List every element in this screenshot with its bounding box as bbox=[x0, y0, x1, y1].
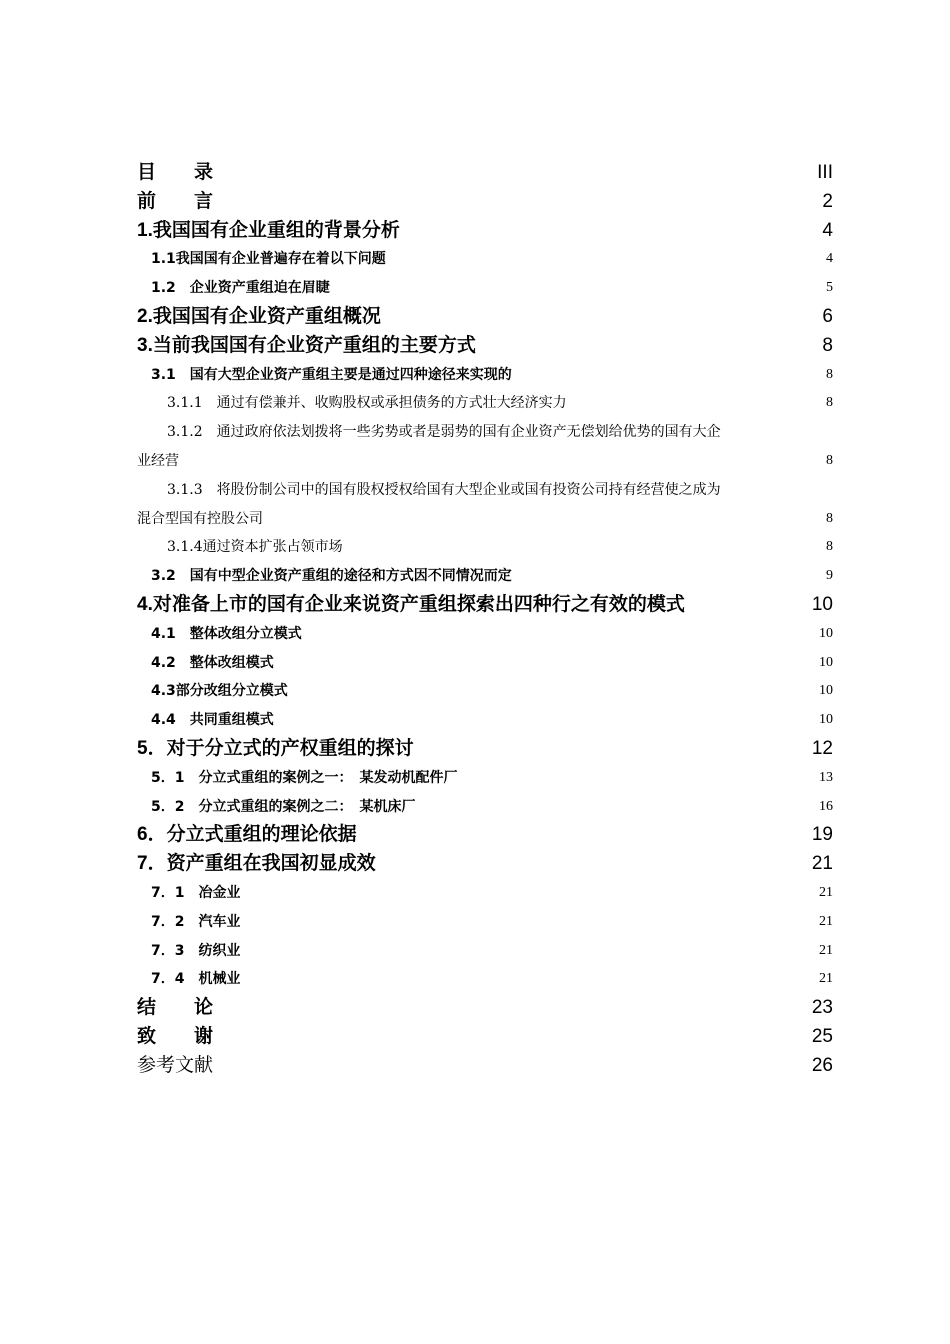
toc-entry-section-3-1[interactable] bbox=[137, 361, 833, 390]
toc-page-number: 10 bbox=[819, 654, 833, 670]
toc-entry-subsection-3-1-4[interactable] bbox=[137, 533, 833, 562]
toc-page-number: III bbox=[817, 162, 833, 183]
toc-entry-preface[interactable] bbox=[137, 188, 833, 217]
toc-page-number: 19 bbox=[811, 824, 833, 846]
toc-entry-title-continued: 混合型国有控股公司 bbox=[137, 510, 263, 527]
toc-entry-conclusion[interactable] bbox=[137, 994, 833, 1023]
toc-entry-title: 6．分立式重组的理论依据 bbox=[137, 824, 357, 846]
toc-page-number: 8 bbox=[826, 366, 833, 382]
toc-page-number: 9 bbox=[826, 568, 833, 584]
toc-entry-section-1-2[interactable] bbox=[137, 274, 833, 303]
toc-entry-title: 3.1.2 通过政府依法划拨将一些劣势或者是弱势的国有企业资产无偿划给优势的国有大企 bbox=[167, 424, 721, 441]
toc-entry-title: 4.对准备上市的国有企业来说资产重组探索出四种行之有效的模式 bbox=[137, 593, 685, 615]
toc-entry-chapter-4[interactable] bbox=[137, 591, 833, 620]
toc-entry-section-7-1[interactable] bbox=[137, 879, 833, 908]
toc-page-number: 21 bbox=[819, 971, 833, 987]
toc-page-number: 16 bbox=[819, 798, 833, 814]
toc-page-number: 25 bbox=[811, 1025, 833, 1047]
toc-entry-title: 3.1 国有大型企业资产重组主要是通过四种途径来实现的 bbox=[151, 366, 512, 383]
toc-entry-title: 3.当前我国国有企业资产重组的主要方式 bbox=[137, 334, 476, 356]
toc-entry-title: 前 言 bbox=[137, 190, 214, 212]
toc-entry-references[interactable] bbox=[137, 1052, 833, 1081]
toc-entry-title: 1.我国国有企业重组的背景分析 bbox=[137, 219, 400, 241]
toc-entry-section-1-1[interactable] bbox=[137, 245, 833, 274]
toc-entry-section-3-2[interactable] bbox=[137, 562, 833, 591]
toc-entry-title: 致 谢 bbox=[137, 1025, 214, 1047]
toc-page-number: 10 bbox=[819, 712, 833, 728]
toc-entry-section-4-1[interactable] bbox=[137, 620, 833, 649]
toc-entry-acknowledgements[interactable] bbox=[137, 1023, 833, 1052]
toc-page-number: 8 bbox=[822, 334, 833, 356]
toc-page-number: 2 bbox=[822, 190, 833, 212]
toc-entry-title-continued: 业经营 bbox=[137, 452, 179, 469]
toc-entry-title: 4.1 整体改组分立模式 bbox=[151, 625, 302, 642]
toc-page-number: 6 bbox=[822, 305, 833, 327]
toc-entry-section-7-4[interactable] bbox=[137, 965, 833, 994]
toc-page-number: 4 bbox=[826, 251, 833, 267]
toc-entry-chapter-3[interactable] bbox=[137, 332, 833, 361]
toc-page-number: 21 bbox=[819, 884, 833, 900]
toc-entry-section-7-2[interactable] bbox=[137, 908, 833, 937]
toc-entry-section-5-1[interactable] bbox=[137, 764, 833, 793]
toc-entry-section-4-2[interactable] bbox=[137, 649, 833, 678]
toc-entry-subsection-3-1-2[interactable] bbox=[137, 418, 833, 476]
toc-entry-title: 4.4 共同重组模式 bbox=[151, 712, 274, 729]
toc-entry-chapter-6[interactable] bbox=[137, 821, 833, 850]
toc-entry-title: 7．1 冶金业 bbox=[151, 884, 241, 901]
toc-page-number: 12 bbox=[811, 737, 833, 759]
toc-page-number: 8 bbox=[826, 395, 833, 411]
toc-entry-section-5-2[interactable] bbox=[137, 793, 833, 822]
toc-page-number: 5 bbox=[826, 280, 833, 296]
toc-page-number: 13 bbox=[819, 769, 833, 785]
toc-page-number: 21 bbox=[811, 853, 833, 875]
toc-entry-title: 5．对于分立式的产权重组的探讨 bbox=[137, 737, 414, 759]
toc-entry-title: 3.1.4通过资本扩张占领市场 bbox=[167, 539, 343, 556]
toc-entry-title: 7．2 汽车业 bbox=[151, 913, 241, 930]
toc-entry-title: 结 论 bbox=[137, 997, 214, 1019]
toc-page-number: 21 bbox=[819, 942, 833, 958]
toc-page-number: 4 bbox=[822, 219, 833, 241]
toc-page-number: 26 bbox=[811, 1054, 833, 1076]
toc-heading-row[interactable] bbox=[137, 159, 833, 188]
toc-heading: 目 录 bbox=[137, 162, 214, 183]
toc-page-number: 8 bbox=[826, 510, 833, 526]
toc-entry-title: 5．2 分立式重组的案例之二： 某机床厂 bbox=[151, 798, 416, 815]
toc-page-number: 10 bbox=[819, 625, 833, 641]
toc-entry-title: 7．4 机械业 bbox=[151, 971, 241, 988]
toc-entry-title: 3.2 国有中型企业资产重组的途径和方式因不同情况而定 bbox=[151, 568, 512, 585]
toc-entry-title: 参考文献 bbox=[137, 1054, 214, 1076]
toc-entry-title: 4.3部分改组分立模式 bbox=[151, 683, 288, 700]
toc-entry-chapter-7[interactable] bbox=[137, 850, 833, 879]
toc-entry-title: 7．资产重组在我国初显成效 bbox=[137, 853, 376, 875]
toc-entry-title: 4.2 整体改组模式 bbox=[151, 654, 274, 671]
toc-entry-chapter-2[interactable] bbox=[137, 303, 833, 332]
toc-entry-title: 7．3 纺织业 bbox=[151, 942, 241, 959]
toc-page-number: 10 bbox=[819, 683, 833, 699]
toc-page-number: 10 bbox=[811, 593, 833, 615]
toc-page-number: 8 bbox=[826, 452, 833, 468]
toc-entry-section-7-3[interactable] bbox=[137, 937, 833, 966]
toc-entry-title: 1.2 企业资产重组迫在眉睫 bbox=[151, 280, 330, 297]
toc-entry-chapter-1[interactable] bbox=[137, 217, 833, 246]
toc-entry-subsection-3-1-3[interactable] bbox=[137, 476, 833, 534]
toc-entry-title: 5．1 分立式重组的案例之一： 某发动机配件厂 bbox=[151, 769, 458, 786]
toc-entry-section-4-3[interactable] bbox=[137, 677, 833, 706]
toc-page-number: 8 bbox=[826, 539, 833, 555]
table-of-contents bbox=[137, 159, 833, 1081]
toc-entry-title: 3.1.1 通过有偿兼并、收购股权或承担债务的方式壮大经济实力 bbox=[167, 395, 567, 412]
toc-entry-title: 3.1.3 将股份制公司中的国有股权授权给国有大型企业或国有投资公司持有经营使之成为 bbox=[167, 481, 721, 498]
toc-entry-title: 1.1我国国有企业普遍存在着以下问题 bbox=[151, 251, 386, 268]
toc-page-number: 21 bbox=[819, 913, 833, 929]
toc-page-number: 23 bbox=[811, 997, 833, 1019]
toc-entry-subsection-3-1-1[interactable] bbox=[137, 389, 833, 418]
toc-entry-title: 2.我国国有企业资产重组概况 bbox=[137, 305, 381, 327]
toc-entry-section-4-4[interactable] bbox=[137, 706, 833, 735]
toc-entry-chapter-5[interactable] bbox=[137, 735, 833, 764]
